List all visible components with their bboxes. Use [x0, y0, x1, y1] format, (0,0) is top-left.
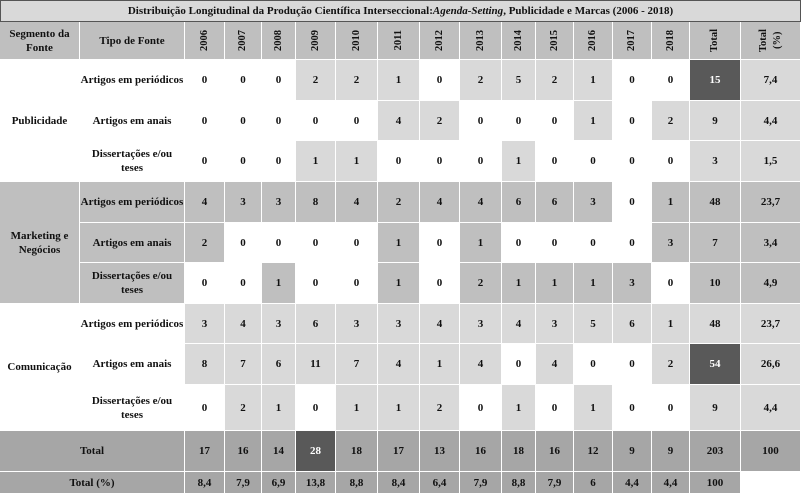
- table-cell: 0: [296, 223, 336, 263]
- source-type-label: Dissertações e/ou teses: [80, 385, 185, 431]
- table-cell: 0: [613, 101, 652, 141]
- table-cell: 2: [378, 182, 420, 223]
- total-cell: 16: [460, 431, 502, 472]
- table-cell: 1: [420, 344, 460, 385]
- table-cell: 4,4: [741, 385, 801, 431]
- table-cell: 4: [378, 101, 420, 141]
- column-header-label: Total (%): [757, 29, 783, 52]
- total-cell: 17: [185, 431, 225, 472]
- table-cell: 0: [185, 60, 225, 101]
- table-cell: 0: [652, 263, 690, 304]
- table-cell: 5: [502, 60, 536, 101]
- header-col-4: [336, 22, 378, 60]
- header-col-10: [574, 22, 613, 60]
- table-cell: 48: [690, 304, 741, 344]
- table-cell: 8: [185, 344, 225, 385]
- total-cell: 13: [420, 431, 460, 472]
- table-cell: 1: [652, 182, 690, 223]
- table-cell: 0: [652, 60, 690, 101]
- table-cell: 3,4: [741, 223, 801, 263]
- table-cell: 15: [690, 60, 741, 101]
- table-cell: 7: [690, 223, 741, 263]
- table-cell: 1: [378, 223, 420, 263]
- header-col-13: [690, 22, 741, 60]
- title-emphasis: Agenda-Setting: [432, 5, 504, 17]
- table-cell: 2: [460, 60, 502, 101]
- source-type-label: Dissertações e/ou teses: [80, 263, 185, 304]
- table-cell: 4: [536, 344, 574, 385]
- source-type-label: Artigos em periódicos: [80, 60, 185, 101]
- table-cell: 0: [652, 141, 690, 182]
- table-cell: 0: [185, 101, 225, 141]
- table-cell: 1: [336, 141, 378, 182]
- table-cell: 1: [262, 385, 296, 431]
- table-cell: 6: [296, 304, 336, 344]
- table-cell: 0: [262, 101, 296, 141]
- column-header-label: 2015: [548, 30, 560, 51]
- total-cell: 18: [336, 431, 378, 472]
- table-cell: 1: [502, 385, 536, 431]
- total-cell: 9: [613, 431, 652, 472]
- title-text-end: , Publicidade e Marcas (2006 - 2018): [503, 5, 674, 17]
- table-cell: 0: [536, 385, 574, 431]
- column-header-label: 2017: [626, 30, 637, 51]
- table-cell: 26,6: [741, 344, 801, 385]
- table-cell: 0: [262, 60, 296, 101]
- table-cell: 0: [336, 263, 378, 304]
- table-cell: 1: [574, 263, 613, 304]
- segment-label: Publicidade: [0, 60, 80, 182]
- table-cell: 4: [420, 182, 460, 223]
- table-title: [0, 0, 801, 22]
- percent-cell: 8,8: [502, 472, 536, 494]
- table-cell: 2: [225, 385, 262, 431]
- table-cell: 4: [336, 182, 378, 223]
- table-cell: 1: [378, 385, 420, 431]
- table-cell: 1: [378, 263, 420, 304]
- table-cell: 6: [613, 304, 652, 344]
- table-cell: 0: [502, 223, 536, 263]
- table-cell: 1: [574, 60, 613, 101]
- table-cell: 1: [296, 141, 336, 182]
- table-cell: 4,9: [741, 263, 801, 304]
- percent-cell: 7,9: [225, 472, 262, 494]
- table-cell: 0: [336, 101, 378, 141]
- table-cell: 0: [185, 141, 225, 182]
- segment-label: Marketing e Negócios: [0, 182, 80, 304]
- table-cell: 3: [378, 304, 420, 344]
- table-cell: 3: [613, 263, 652, 304]
- table-cell: 3: [690, 141, 741, 182]
- table-cell: 0: [613, 385, 652, 431]
- column-header-label: 2014: [512, 30, 524, 51]
- source-type-label: Artigos em anais: [80, 344, 185, 385]
- header-segment: Segmento da Fonte: [0, 22, 80, 60]
- table-cell: 48: [690, 182, 741, 223]
- header-col-7: [460, 22, 502, 60]
- table-cell: 2: [185, 223, 225, 263]
- column-header-label: 2012: [433, 30, 445, 51]
- table-cell: 0: [378, 141, 420, 182]
- table-cell: 0: [460, 385, 502, 431]
- table-cell: 2: [336, 60, 378, 101]
- header-col-0: [185, 22, 225, 60]
- table-cell: 0: [613, 223, 652, 263]
- table-cell: 0: [420, 223, 460, 263]
- table-cell: 2: [652, 344, 690, 385]
- table-cell: 1: [336, 385, 378, 431]
- source-type-label: Artigos em anais: [80, 101, 185, 141]
- total-cell: 100: [741, 431, 801, 472]
- table-cell: 1: [378, 60, 420, 101]
- percent-cell: 13,8: [296, 472, 336, 494]
- column-header-label: 2010: [350, 30, 362, 51]
- table-cell: 3: [336, 304, 378, 344]
- table-cell: 0: [460, 141, 502, 182]
- header-col-11: [613, 22, 652, 60]
- table-cell: 0: [536, 101, 574, 141]
- table-cell: 0: [574, 223, 613, 263]
- table-cell: 0: [536, 141, 574, 182]
- table-cell: 0: [420, 60, 460, 101]
- table-cell: 0: [574, 344, 613, 385]
- percent-cell: 7,9: [536, 472, 574, 494]
- table-cell: 7: [225, 344, 262, 385]
- table-cell: 1: [574, 101, 613, 141]
- table-cell: 0: [502, 101, 536, 141]
- table-cell: 0: [296, 263, 336, 304]
- table-cell: 1: [652, 304, 690, 344]
- header-col-9: [536, 22, 574, 60]
- header-col-5: [378, 22, 420, 60]
- table-cell: 0: [225, 101, 262, 141]
- percent-cell: 6: [574, 472, 613, 494]
- percent-cell: 8,4: [378, 472, 420, 494]
- table-cell: 3: [536, 304, 574, 344]
- percent-cell: [741, 472, 801, 494]
- percent-cell: 4,4: [613, 472, 652, 494]
- table-cell: 0: [225, 223, 262, 263]
- percent-cell: 7,9: [460, 472, 502, 494]
- table-cell: 0: [225, 141, 262, 182]
- percent-cell: 8,4: [185, 472, 225, 494]
- table-cell: 0: [613, 141, 652, 182]
- table-cell: 0: [420, 263, 460, 304]
- table-cell: 4: [225, 304, 262, 344]
- source-type-label: Dissertações e/ou teses: [80, 141, 185, 182]
- column-header-label: 2011: [392, 30, 404, 51]
- percent-cell: 6,4: [420, 472, 460, 494]
- table-cell: 0: [613, 182, 652, 223]
- table-cell: 1,5: [741, 141, 801, 182]
- table-cell: 8: [296, 182, 336, 223]
- table-cell: 4,4: [741, 101, 801, 141]
- total-cell: 14: [262, 431, 296, 472]
- table-cell: 0: [225, 60, 262, 101]
- percent-cell: 6,9: [262, 472, 296, 494]
- column-header-label: 2009: [309, 30, 321, 51]
- table-cell: 9: [690, 385, 741, 431]
- table-cell: 4: [502, 304, 536, 344]
- table-cell: 0: [185, 263, 225, 304]
- table-cell: 23,7: [741, 182, 801, 223]
- total-cell: 12: [574, 431, 613, 472]
- table-cell: 3: [460, 304, 502, 344]
- header-col-2: [262, 22, 296, 60]
- header-type: Tipo de Fonte: [80, 22, 185, 60]
- table-cell: 0: [185, 385, 225, 431]
- table-cell: 2: [420, 385, 460, 431]
- table-cell: 0: [574, 141, 613, 182]
- table-cell: 0: [613, 60, 652, 101]
- column-header-label: Total: [709, 29, 720, 52]
- table-cell: 0: [652, 385, 690, 431]
- table-cell: 7,4: [741, 60, 801, 101]
- table-cell: 0: [296, 101, 336, 141]
- total-cell: 17: [378, 431, 420, 472]
- table-cell: 0: [420, 141, 460, 182]
- table-cell: 10: [690, 263, 741, 304]
- percent-cell: 4,4: [652, 472, 690, 494]
- total-row-label: Total: [0, 431, 185, 472]
- percent-cell: 100: [690, 472, 741, 494]
- total-cell: 18: [502, 431, 536, 472]
- table-cell: 23,7: [741, 304, 801, 344]
- total-cell: 203: [690, 431, 741, 472]
- table-cell: 3: [262, 304, 296, 344]
- table-cell: 4: [420, 304, 460, 344]
- table-cell: 3: [185, 304, 225, 344]
- table-cell: 11: [296, 344, 336, 385]
- table-cell: 1: [460, 223, 502, 263]
- total-cell: 9: [652, 431, 690, 472]
- table-cell: 0: [613, 344, 652, 385]
- source-type-label: Artigos em anais: [80, 223, 185, 263]
- table-cell: 2: [460, 263, 502, 304]
- table-cell: 1: [262, 263, 296, 304]
- table-cell: 0: [225, 263, 262, 304]
- table-cell: 2: [420, 101, 460, 141]
- header-col-3: [296, 22, 336, 60]
- segment-label: Comunicação: [0, 304, 80, 431]
- total-cell: 16: [536, 431, 574, 472]
- table-cell: 0: [502, 344, 536, 385]
- header-col-14: [741, 22, 801, 60]
- table-cell: 3: [574, 182, 613, 223]
- source-type-label: Artigos em periódicos: [80, 182, 185, 223]
- table-cell: 0: [262, 223, 296, 263]
- column-header-label: 2006: [198, 30, 210, 51]
- table-cell: 1: [502, 263, 536, 304]
- table-cell: 4: [185, 182, 225, 223]
- percent-row-label: Total (%): [0, 472, 185, 494]
- column-header-label: 2007: [237, 30, 248, 51]
- table-cell: 2: [296, 60, 336, 101]
- table-cell: 2: [652, 101, 690, 141]
- table-cell: 1: [536, 263, 574, 304]
- table-cell: 3: [262, 182, 296, 223]
- table-cell: 4: [460, 182, 502, 223]
- header-col-1: [225, 22, 262, 60]
- table-cell: 3: [225, 182, 262, 223]
- header-col-12: [652, 22, 690, 60]
- table-cell: 6: [502, 182, 536, 223]
- table-cell: 1: [502, 141, 536, 182]
- total-cell: 28: [296, 431, 336, 472]
- table-cell: 4: [378, 344, 420, 385]
- column-header-label: 2008: [272, 30, 284, 51]
- column-header-label: 2013: [474, 30, 486, 51]
- table-cell: 4: [460, 344, 502, 385]
- table-cell: 2: [536, 60, 574, 101]
- table-cell: 6: [262, 344, 296, 385]
- title-text: Distribuição Longitudinal da Produção Científica Interseccional:: [127, 5, 433, 17]
- table-cell: 0: [262, 141, 296, 182]
- table-cell: 7: [336, 344, 378, 385]
- table-cell: 1: [574, 385, 613, 431]
- column-header-label: 2018: [664, 30, 676, 51]
- table-cell: 3: [652, 223, 690, 263]
- table-cell: 6: [536, 182, 574, 223]
- column-header-label: 2016: [587, 30, 598, 51]
- header-col-8: [502, 22, 536, 60]
- table-cell: 0: [336, 223, 378, 263]
- table-cell: 0: [296, 385, 336, 431]
- table-cell: 0: [536, 223, 574, 263]
- table-cell: 5: [574, 304, 613, 344]
- table-cell: 0: [460, 101, 502, 141]
- source-type-label: Artigos em periódicos: [80, 304, 185, 344]
- total-cell: 16: [225, 431, 262, 472]
- percent-cell: 8,8: [336, 472, 378, 494]
- header-col-6: [420, 22, 460, 60]
- table-cell: 9: [690, 101, 741, 141]
- table-cell: 54: [690, 344, 741, 385]
